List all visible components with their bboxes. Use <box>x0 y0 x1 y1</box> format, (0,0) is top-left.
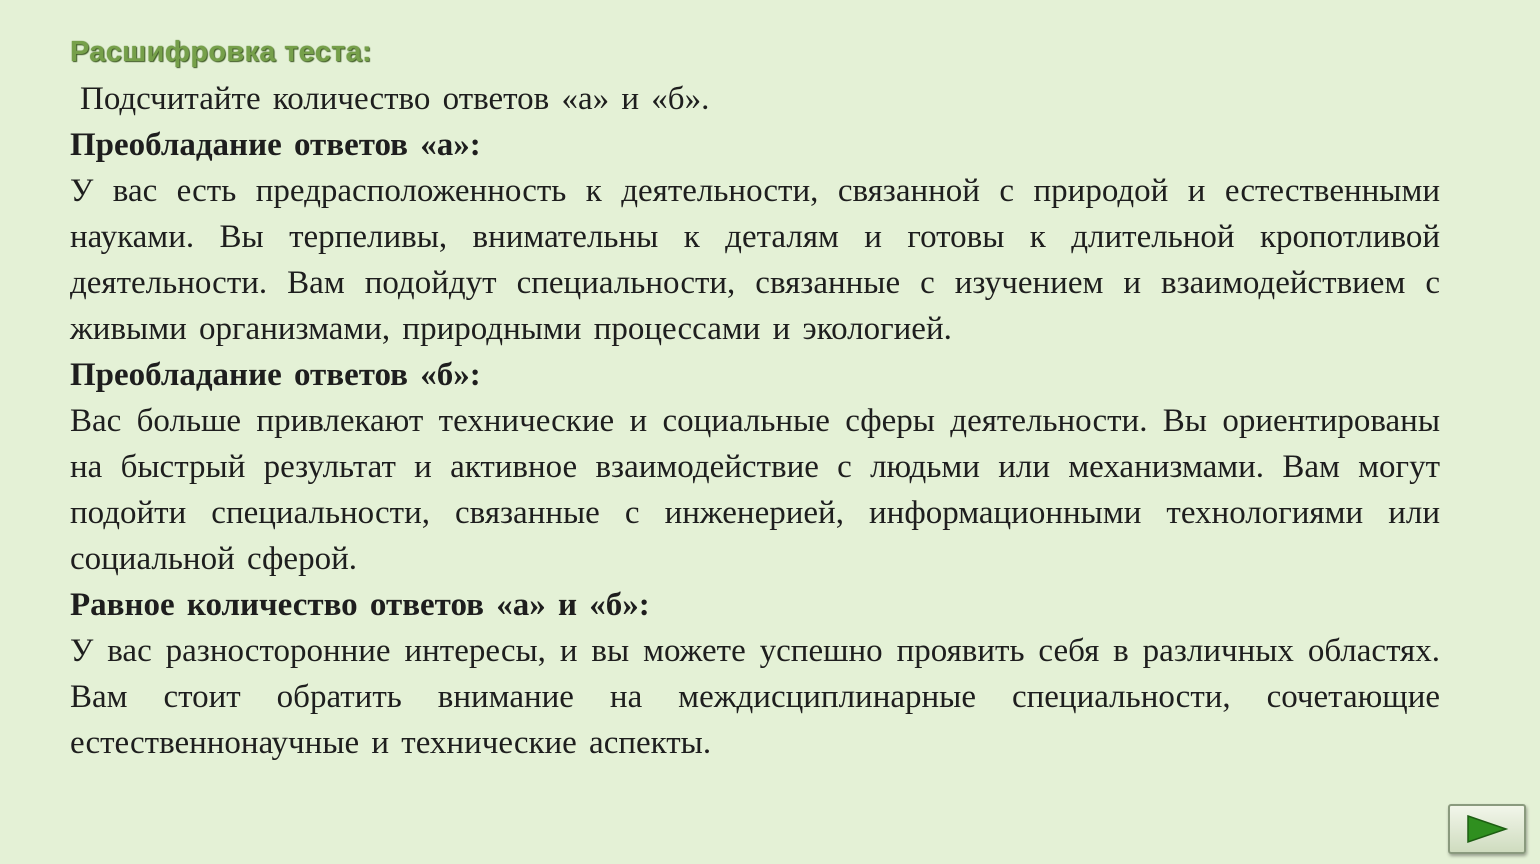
slide-title: Расшифровка теста: <box>70 36 373 68</box>
section-text-a: У вас есть предрасположенность к деятельности, связанной с природой и естественными науками. Вы терпеливы, внимательны к деталям и готовы к длительной кропотливой деятельности. Вам подойдут специальности, связанные с изучением и взаимодействием с живыми организмами, природными процессами и экологией. <box>70 173 1440 347</box>
intro-text: Подсчитайте количество ответов «а» и «б». <box>80 81 710 117</box>
section-heading-a: Преобладание ответов «а»: <box>70 127 481 163</box>
section-heading-b: Преобладание ответов «б»: <box>70 357 481 393</box>
slide-content <box>70 76 1440 766</box>
section-text-equal: У вас разносторонние интересы, и вы можете успешно проявить себя в различных областях. Вам стоит обратить внимание на междисциплинарные специальности, сочетающие естественнонаучные и технические аспекты. <box>70 633 1440 761</box>
play-arrow-icon <box>1464 814 1510 844</box>
section-heading-equal: Равное количество ответов «а» и «б»: <box>70 587 650 623</box>
next-slide-button[interactable] <box>1448 804 1526 854</box>
section-text-b: Вас больше привлекают технические и социальные сферы деятельности. Вы ориентированы на быстрый результат и активное взаимодействие с людьми или механизмами. Вам могут подойти специальности, связанные с инженерией, информационными технологиями или социальной сферой. <box>70 403 1440 577</box>
